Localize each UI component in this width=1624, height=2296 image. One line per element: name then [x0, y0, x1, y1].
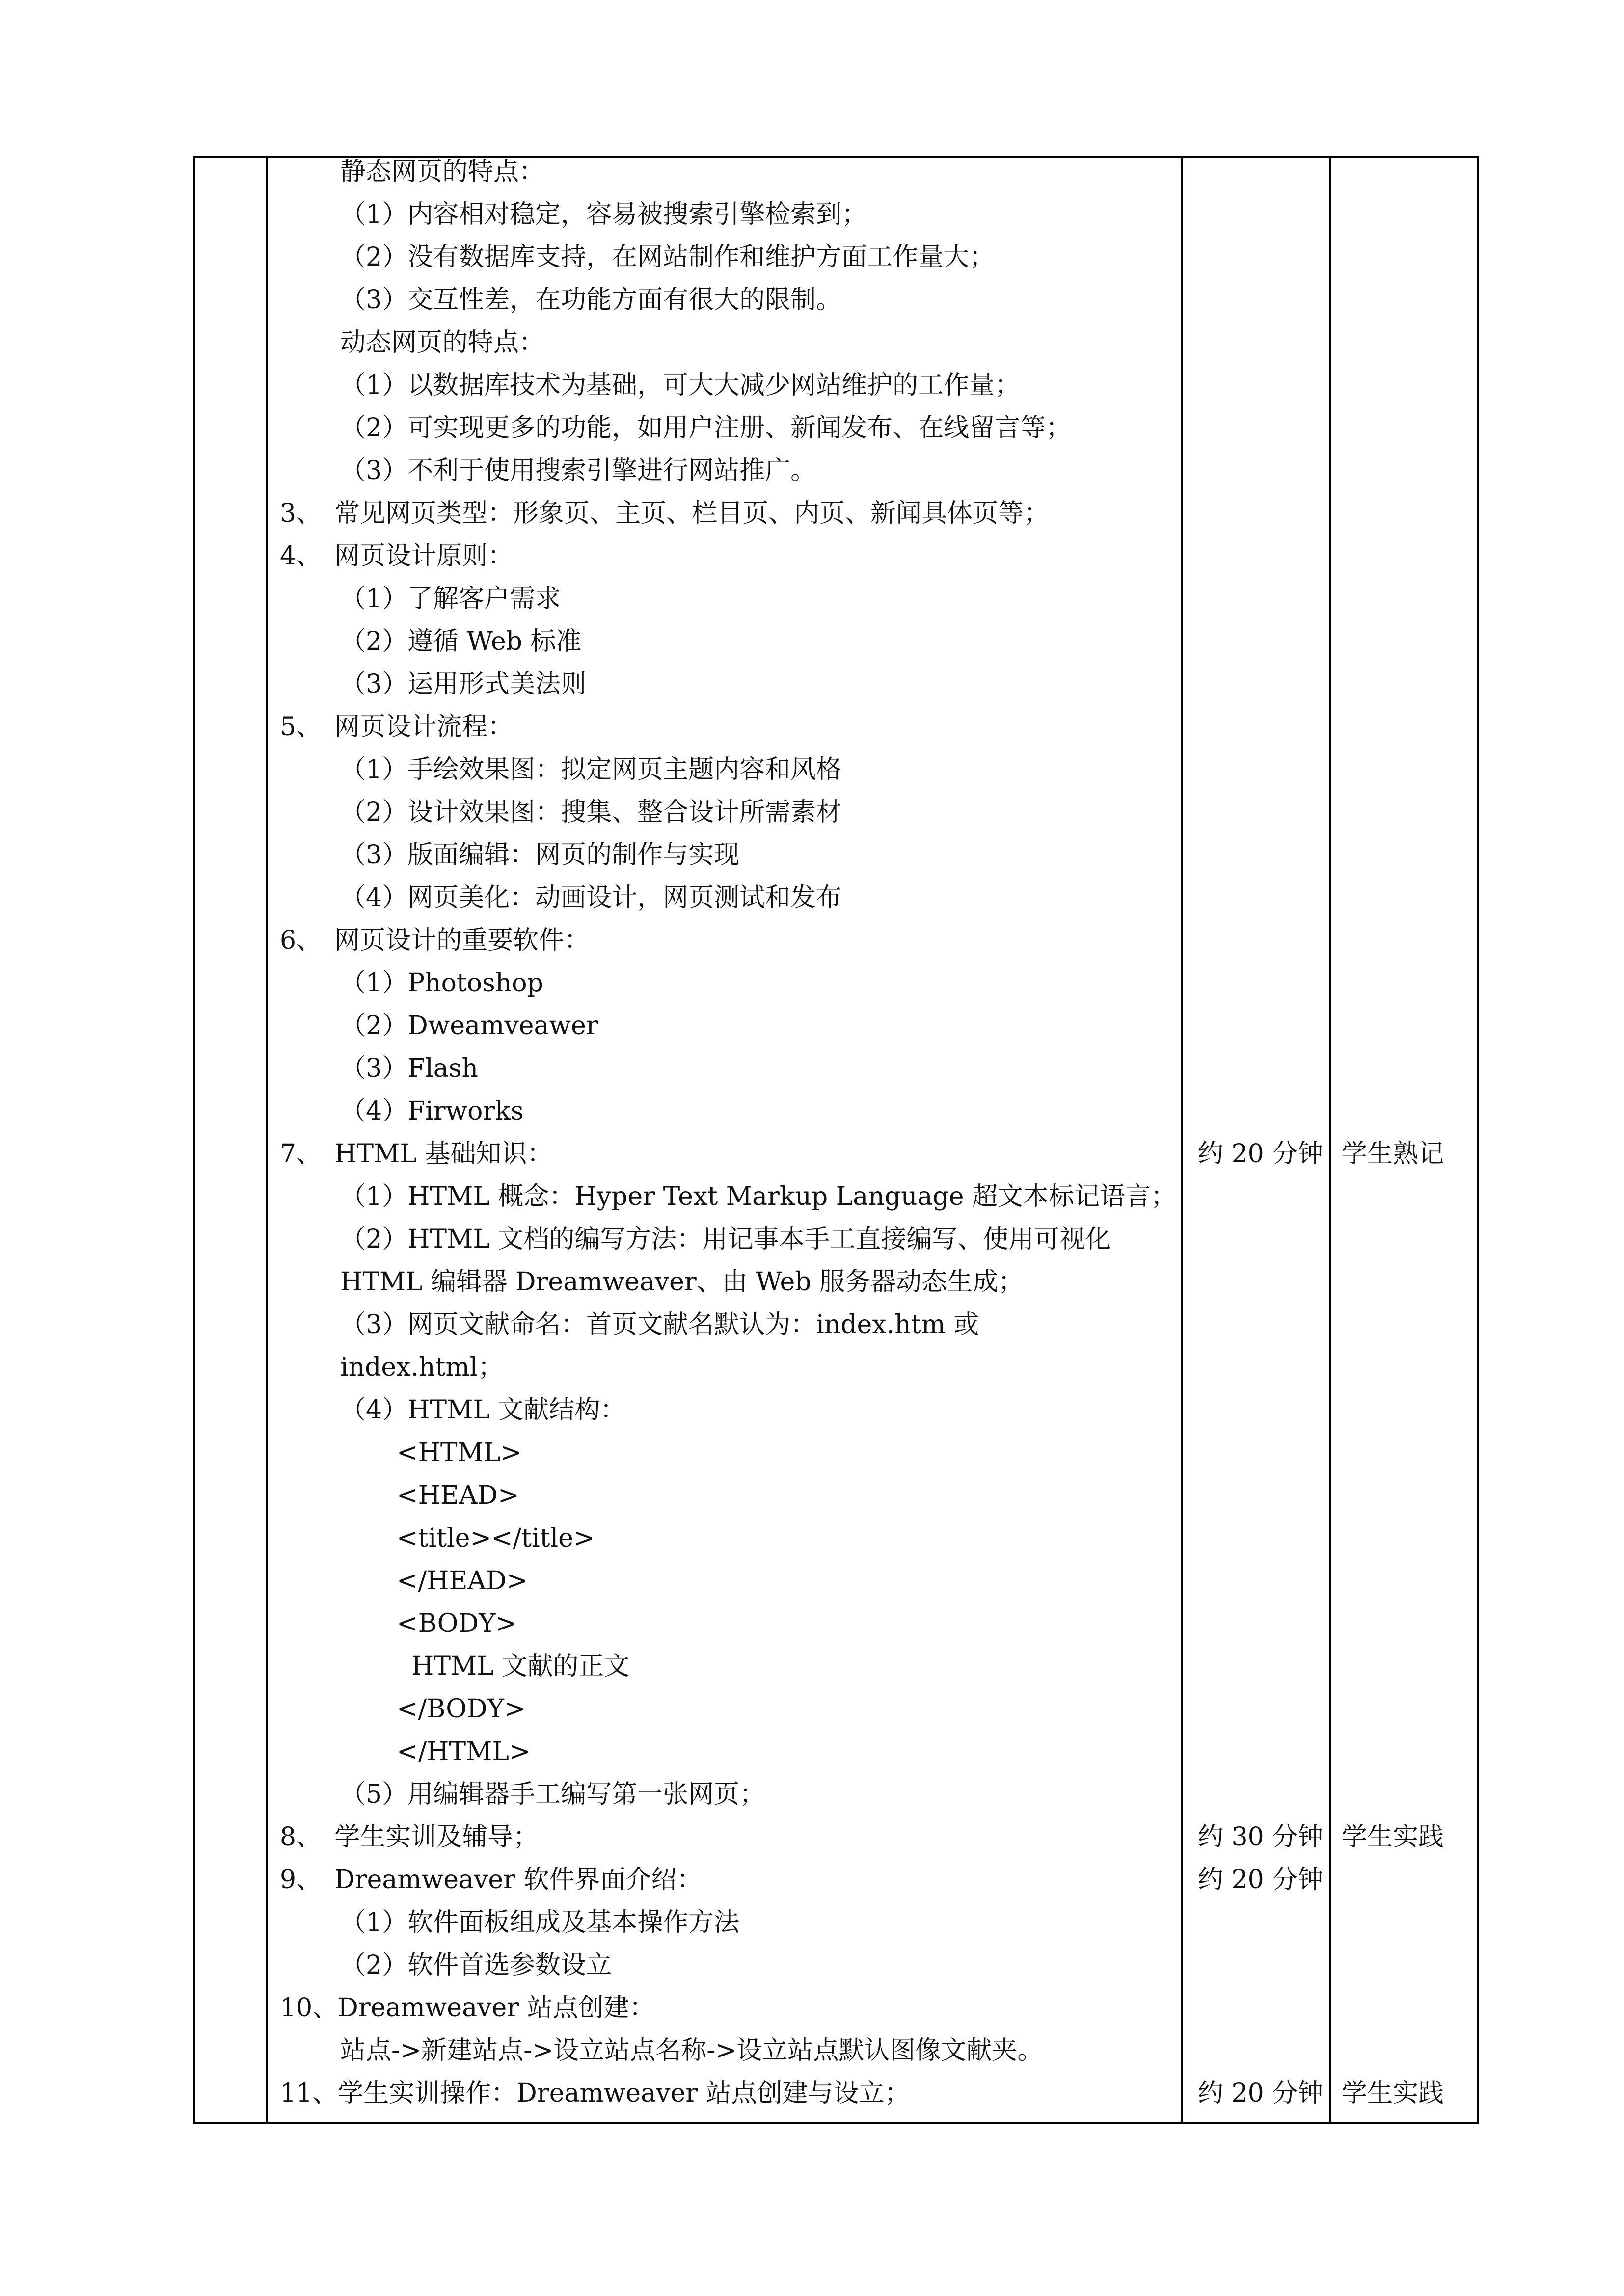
content-line: 静态网页的特点： — [340, 157, 545, 187]
content-line: （5）用编辑器手工编写第一张网页； — [340, 1780, 765, 1809]
content-line: 6、 网页设计的重要软件： — [280, 926, 590, 955]
time-cell: 约 20 分钟 — [1198, 2079, 1324, 2108]
content-line: 3、 常见网页类型：形象页、主页、栏目页、内页、新闻具体页等； — [280, 499, 1050, 528]
content-line: （1）以数据库技术为基础，可大大减少网站维护的工作量； — [340, 371, 1021, 400]
code-line: <HEAD> — [397, 1481, 519, 1510]
time-cell: 约 20 分钟 — [1198, 1865, 1324, 1895]
content-line: HTML 编辑器 Dreamweaver、由 Web 服务器动态生成； — [340, 1267, 1024, 1297]
content-line: （1）了解客户需求 — [340, 584, 561, 614]
content-line: 5、 网页设计流程： — [280, 712, 514, 742]
code-line: <title></title> — [397, 1523, 595, 1553]
content-line: index.html； — [340, 1353, 504, 1382]
content-line: 7、 HTML 基础知识： — [280, 1139, 553, 1169]
content-line: （4）网页美化：动画设计，网页测试和发布 — [340, 883, 842, 912]
time-cell: 约 30 分钟 — [1198, 1822, 1324, 1852]
content-line: 动态网页的特点： — [340, 328, 545, 357]
content-line: （1）HTML 概念：Hyper Text Markup Language 超文本标记语言； — [340, 1182, 1177, 1211]
column-divider — [1329, 158, 1331, 2122]
time-cell: 约 20 分钟 — [1198, 1139, 1324, 1169]
content-line: （2）软件首选参数设立 — [340, 1950, 612, 1980]
code-line: HTML 文献的正文 — [411, 1652, 630, 1681]
content-line — [340, 1310, 1175, 1339]
content-line: （3）不利于使用搜索引擎进行网站推广。 — [340, 456, 816, 485]
content-line: （2）HTML 文档的编写方法：用记事本手工直接编写、使用可视化 — [340, 1225, 1111, 1254]
content-line: 9、 Dreamweaver 软件界面介绍： — [280, 1865, 703, 1895]
content-line: （1）手绘效果图：拟定网页主题内容和风格 — [340, 755, 842, 784]
content-line: 10、Dreamweaver 站点创建： — [280, 1993, 655, 2023]
content-line: （1）Photoshop — [340, 968, 543, 998]
content-line-part: （3）网页文献命名：首页文献名默认为：index.htm 或 — [340, 1310, 979, 1339]
content-line: （2）Dweamveawer — [340, 1011, 598, 1041]
note-cell: 学生熟记 — [1342, 1139, 1444, 1169]
column-divider — [266, 158, 268, 2122]
content-line: （1）软件面板组成及基本操作方法 — [340, 1908, 740, 1937]
content-line: （1）内容相对稳定，容易被搜索引擎检索到； — [340, 200, 867, 229]
content-line: （4）Firworks — [340, 1096, 524, 1126]
column-divider — [1181, 158, 1183, 2122]
code-line: <HTML> — [397, 1438, 522, 1468]
code-line: </HTML> — [397, 1737, 531, 1766]
code-line: </HEAD> — [397, 1566, 528, 1596]
content-line: 11、学生实训操作：Dreamweaver 站点创建与设立； — [280, 2079, 910, 2108]
content-line: 8、 学生实训及辅导； — [280, 1822, 539, 1852]
content-line: （3）交互性差，在功能方面有很大的限制。 — [340, 285, 842, 315]
content-line: （2）设计效果图：搜集、整合设计所需素材 — [340, 798, 842, 827]
content-line: （2）可实现更多的功能，如用户注册、新闻发布、在线留言等； — [340, 413, 1072, 443]
content-line: （2）遵循 Web 标准 — [340, 627, 582, 656]
code-line: <BODY> — [397, 1609, 517, 1638]
content-line: （2）没有数据库支持，在网站制作和维护方面工作量大； — [340, 242, 995, 272]
content-line: （3）Flash — [340, 1054, 478, 1083]
content-line: （4）HTML 文献结构： — [340, 1395, 626, 1425]
content-line: 站点->新建站点->设立站点名称->设立站点默认图像文献夹。 — [340, 2036, 1043, 2065]
note-cell: 学生实践 — [1342, 1822, 1444, 1852]
code-line: </BODY> — [397, 1694, 526, 1724]
content-line: （3）版面编辑：网页的制作与实现 — [340, 840, 740, 870]
note-cell: 学生实践 — [1342, 2079, 1444, 2108]
content-line: （3）运用形式美法则 — [340, 669, 587, 699]
content-line: 4、 网页设计原则： — [280, 541, 514, 571]
